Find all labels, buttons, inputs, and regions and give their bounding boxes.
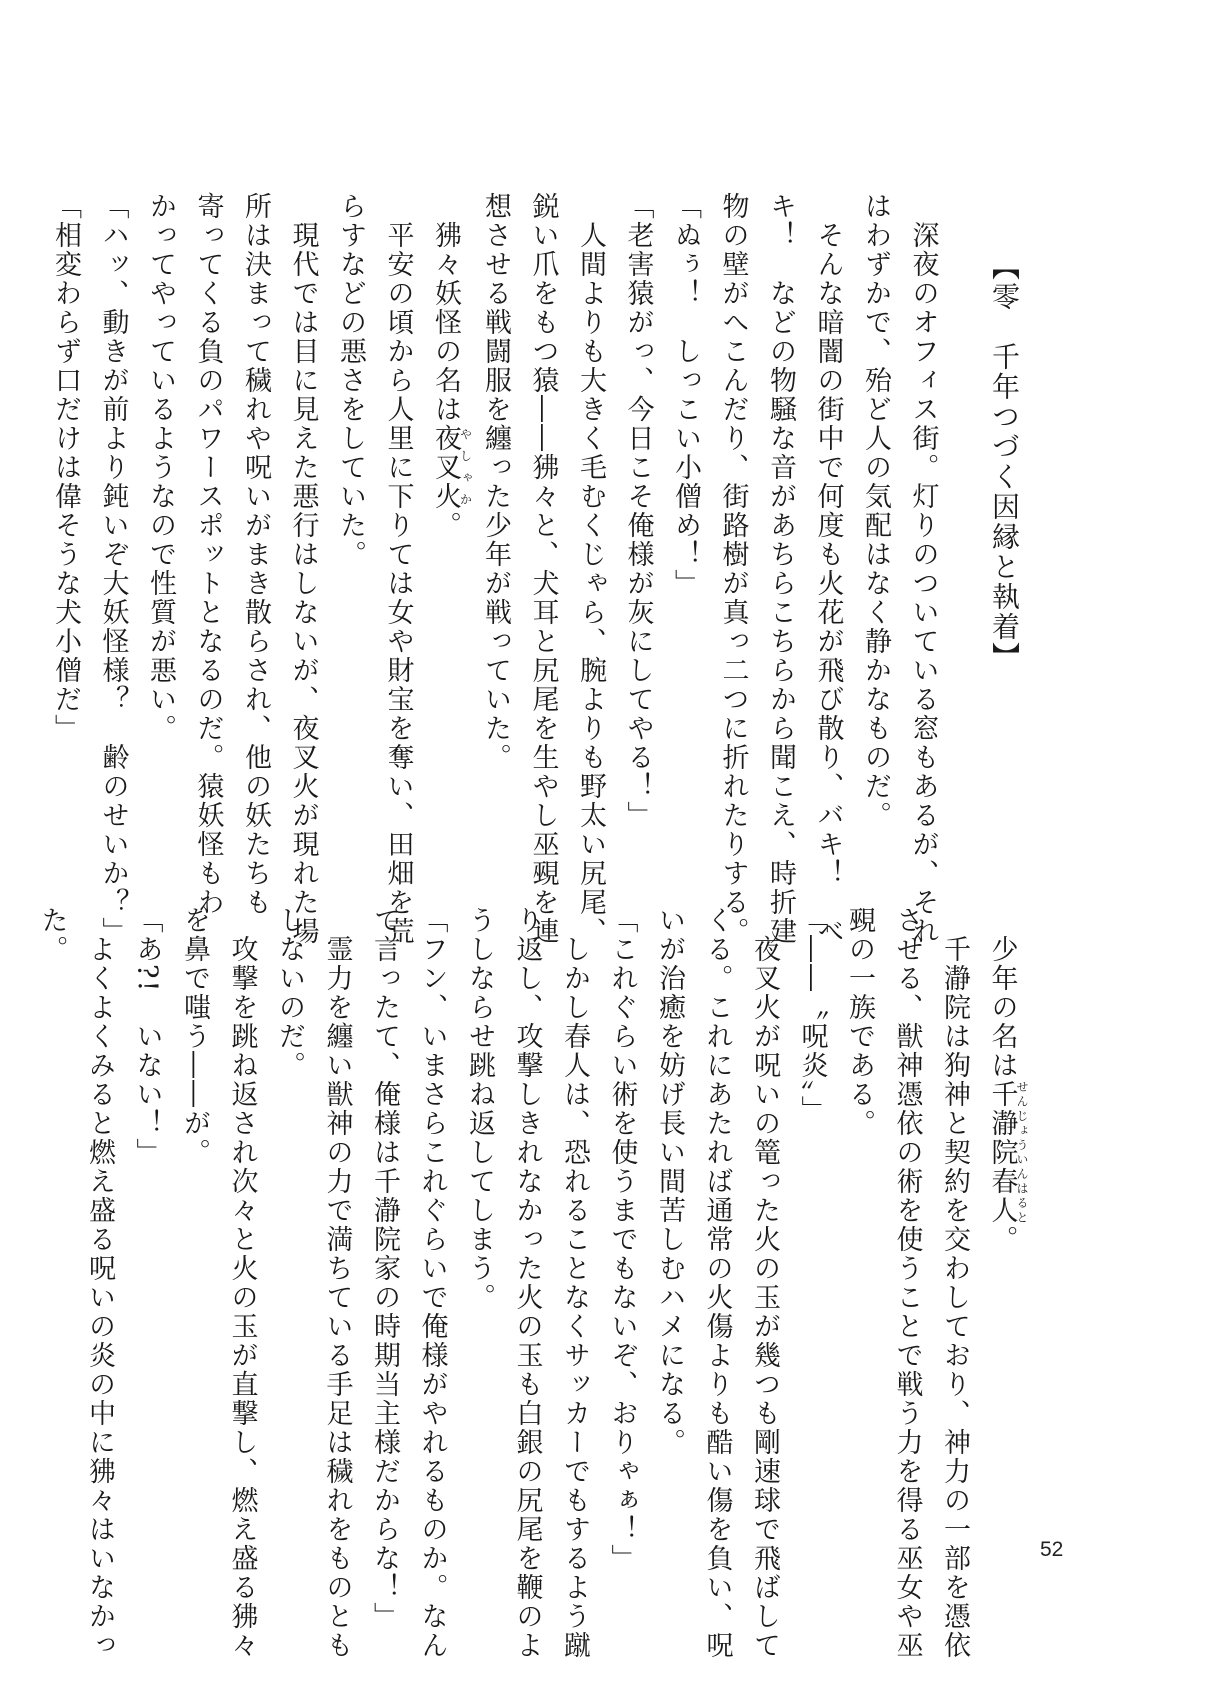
paragraph-line: 覡の一族である。: [844, 906, 875, 1138]
dialogue-line: 「あ?! いない！」: [131, 906, 163, 1168]
paragraph-line: 想させる戦闘服を纏った少年が戦っていた。: [480, 192, 511, 772]
dialogue-line: 「ぬぅ！ しっこい小僧め！」: [670, 192, 701, 598]
dialogue-line: 「これぐらい術を使うまでもないぞ、おりゃぁ！」: [606, 906, 638, 1573]
dialogue-line: 「相変わらず口だけは偉そうな犬小僧だ」: [50, 192, 81, 743]
paragraph-line: くる。これにあたれば通常の火傷よりも酷い傷を負い、呪: [701, 906, 733, 1660]
page-number: 52: [1040, 1538, 1064, 1561]
paragraph-line: 物の壁がへこんだり、街路樹が真っ二つに折れたりする。: [717, 192, 749, 946]
line-text: 狒々妖怪の名は: [430, 221, 461, 424]
paragraph-line: させる、獣神憑依の術を使うことで戦う力を得る巫女や巫: [891, 906, 923, 1660]
paragraph-line: 霊力を纏い獣神の力で満ちている手足は穢れをものとも: [321, 935, 353, 1660]
paragraph-line: 夜叉火が呪いの篭った火の玉が幾つも剛速球で飛ばして: [749, 935, 780, 1660]
paragraph-line: いが治癒を妨げ長い間苦しむハメになる。: [654, 906, 685, 1457]
paragraph-line: 鋭い爪をもつ猿――狒々と、犬耳と尻尾を生やし巫覡を連: [527, 192, 559, 946]
dialogue-line: 「ハッ、動きが前より鈍いぞ大妖怪様？ 齢のせいか？」: [97, 192, 129, 946]
dialogue-line: 「フン、いまさらこれぐらいで俺様がやれるものか。なん: [416, 906, 448, 1660]
paragraph-line: 狒々妖怪の名は夜叉火やしゃか。: [430, 221, 473, 540]
top-text-block: [50, 192, 1028, 946]
paragraph-line: うしならせ跳ね返してしまう。: [464, 906, 495, 1312]
dialogue-line: て言ったて、俺様は千瀞院家の時期当主様だからな！」: [369, 906, 400, 1631]
paragraph-line: 人間よりも大きく毛むくじゃら、腕よりも野太い尻尾、: [575, 221, 606, 946]
ruby-haruto: 千瀞院春人せんじょういんはると: [986, 1080, 1029, 1225]
paragraph-line: 千瀞院は狗神と契約を交わしており、神力の一部を憑依: [939, 935, 970, 1660]
paragraph-line: 所は決まって穢れや呪いがまき散らされ、他の妖たちも: [240, 192, 271, 917]
paragraph-line: り返し、攻撃しきれなかった火の玉も白銀の尻尾を鞭のよ: [511, 906, 543, 1660]
paragraph-line: 攻撃を跳ね返され次々と火の玉が直撃し、燃え盛る狒々: [226, 935, 258, 1660]
paragraph-line: 少年の名は千瀞院春人せんじょういんはると。: [986, 935, 1029, 1254]
paragraph-line: た。: [36, 906, 68, 964]
dialogue-line: 「老害猿がっ、今日こそ俺様が灰にしてやる！」: [622, 192, 654, 830]
paragraph-line: かってやっているようなので性質が悪い。: [145, 192, 176, 743]
paragraph-line: はわずかで、殆ど人の気配はなく静かなものだ。: [860, 192, 891, 830]
ruby-yashaka: 夜叉火やしゃか: [430, 424, 473, 511]
paragraph-line: キ！ などの物騒な音があちらこちらから聞こえ、時折建: [765, 192, 796, 946]
chapter-title: 【零 千年つづく因縁と執着】: [988, 252, 1021, 672]
paragraph-line: 平安の頃から人里に下りては女や財宝を奪い、田畑を荒: [382, 221, 414, 946]
bottom-text-block: [36, 906, 1029, 1660]
paragraph-line: 深夜のオフィス街。灯りのついている窓もあるが、それ: [907, 221, 939, 946]
paragraph-line: よくよくみると燃え盛る呪いの炎の中に狒々はいなかっ: [84, 935, 115, 1660]
paragraph-line: らすなどの悪さをしていた。: [335, 192, 366, 569]
paragraph-line: を鼻で嗤う――が。: [179, 906, 210, 1167]
paragraph-line: そんな暗闇の街中で何度も火花が飛び散り、バキ！ べ: [812, 221, 844, 946]
paragraph-line: しかし春人は、恐れることなくサッカーでもするよう蹴: [559, 935, 590, 1660]
dialogue-line: 「――〝呪炎〟」: [796, 906, 828, 1125]
paragraph-line: 寄ってくる負のパワースポットとなるのだ。猿妖怪もわ: [192, 192, 224, 917]
paragraph-line: しないのだ。: [274, 906, 305, 1080]
paragraph-line: 現代では目に見えた悪行はしないが、夜叉火が現れた場: [287, 221, 319, 946]
